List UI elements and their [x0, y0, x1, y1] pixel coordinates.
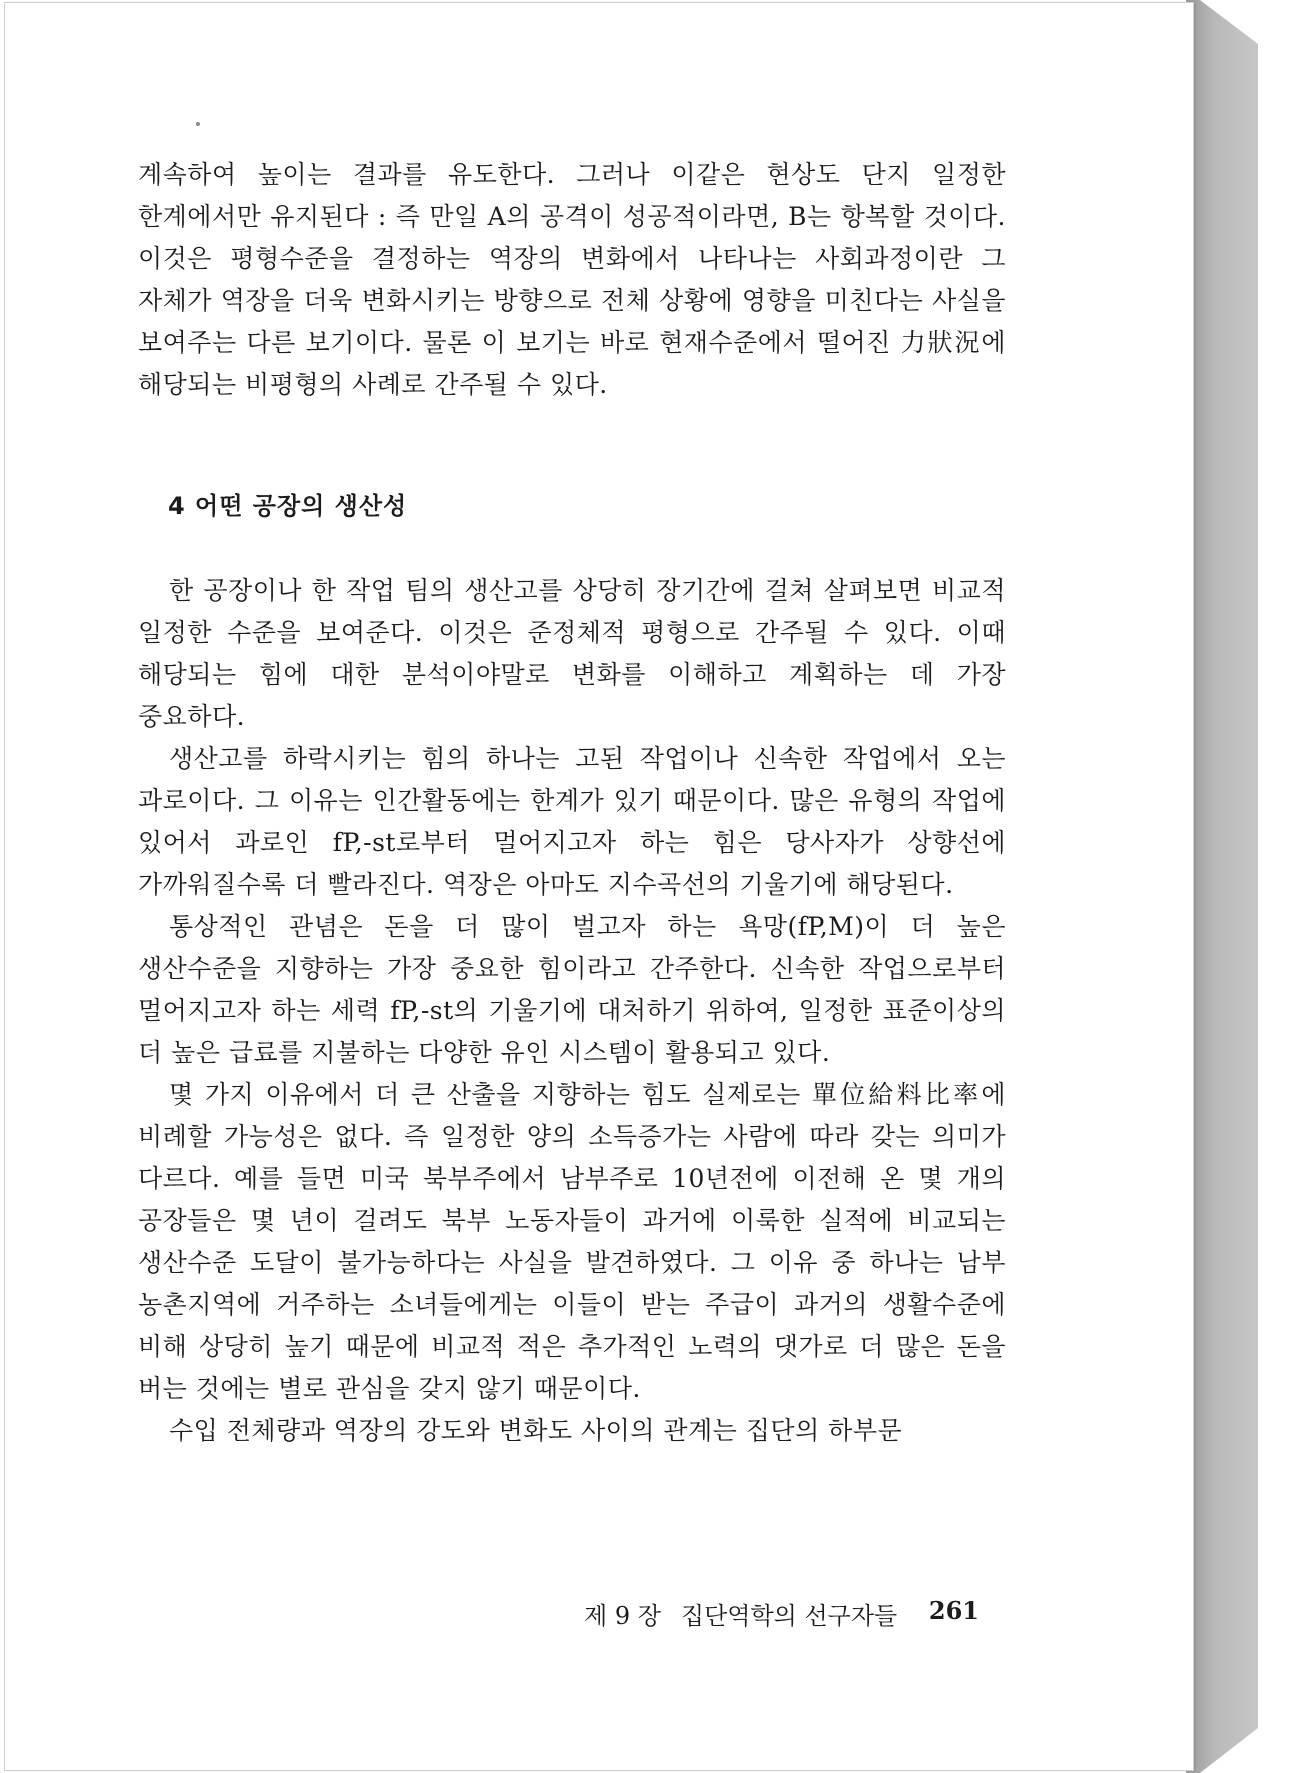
book-spine-edge	[1186, 0, 1258, 1773]
intro-paragraph	[138, 154, 1006, 406]
section-heading: 4 어떤 공장의 생산성	[168, 492, 408, 520]
footer-chapter: 제 9 장	[584, 1602, 661, 1630]
paper-speck	[196, 122, 200, 126]
page-footer	[584, 1596, 979, 1631]
section-body	[138, 570, 1006, 1452]
footer-chapter-title: 집단역학의 선구자들	[680, 1602, 898, 1630]
body-paragraph-5: 수입 전체량과 역장의 강도와 변화도 사이의 관계는 집단의 하부문	[169, 1416, 903, 1445]
intro-paragraph-text: 계속하여 높이는 결과를 유도한다. 그러나 이같은 현상도 단지 일정한 한계에서만 유지된다 : 즉 만일 A의 공격이 성공적이라면, B는 항복할 것이다. 이것은 평형수준을 결정하는 역장의 변화에서 나타나는 사회과정이란 그 자체가 역장을 더욱 변화시키는 방향으로 전체 상황에 영향을 미친다는 사실을 보여주는 다른 보기이다. 물론 이 보기는 바로 현재수준에서 떨어진 力狀況에 해당되는 비평형의 사례로 간주될 수 있다.	[138, 160, 1006, 399]
body-paragraph-3: 통상적인 관념은 돈을 더 많이 벌고자 하는 욕망(fP,M)이 더 높은 생산수준을 지향하는 가장 중요한 힘이라고 간주한다. 신속한 작업으로부터 멀어지고자 하는 세력 fP,-st의 기울기에 대처하기 위하여, 일정한 표준이상의 더 높은 급료를 지불하는 다양한 유인 시스템이 활용되고 있다.	[138, 912, 1006, 1067]
body-paragraph-1: 한 공장이나 한 작업 팀의 생산고를 상당히 장기간에 걸쳐 살펴보면 비교적 일정한 수준을 보여준다. 이것은 준정체적 평형으로 간주될 수 있다. 이때 해당되는 힘에 대한 분석이야말로 변화를 이해하고 계획하는 데 가장 중요하다.	[138, 576, 1006, 731]
body-paragraph-2: 생산고를 하락시키는 힘의 하나는 고된 작업이나 신속한 작업에서 오는 과로이다. 그 이유는 인간활동에는 한계가 있기 때문이다. 많은 유형의 작업에 있어서 과로인 fP,-st로부터 멀어지고자 하는 힘은 당사자가 상향선에 가까워질수록 더 빨라진다. 역장은 아마도 지수곡선의 기울기에 해당된다.	[138, 744, 1006, 899]
body-paragraph-4: 몇 가지 이유에서 더 큰 산출을 지향하는 힘도 실제로는 單位給料比率에 비례할 가능성은 없다. 즉 일정한 양의 소득증가는 사람에 따라 갖는 의미가 다르다. 예를 들면 미국 북부주에서 남부주로 10년전에 이전해 온 몇 개의 공장들은 몇 년이 걸려도 북부 노동자들이 과거에 이룩한 실적에 비교되는 생산수준 도달이 불가능하다는 사실을 발견하였다. 그 이유 중 하나는 남부 농촌지역에 거주하는 소녀들에게는 이들이 받는 주급이 과거의 생활수준에 비해 상당히 높기 때문에 비교적 적은 추가적인 노력의 댓가로 더 많은 돈을 버는 것에는 별로 관심을 갖지 않기 때문이다.	[138, 1080, 1006, 1403]
page-number: 261	[928, 1596, 979, 1625]
